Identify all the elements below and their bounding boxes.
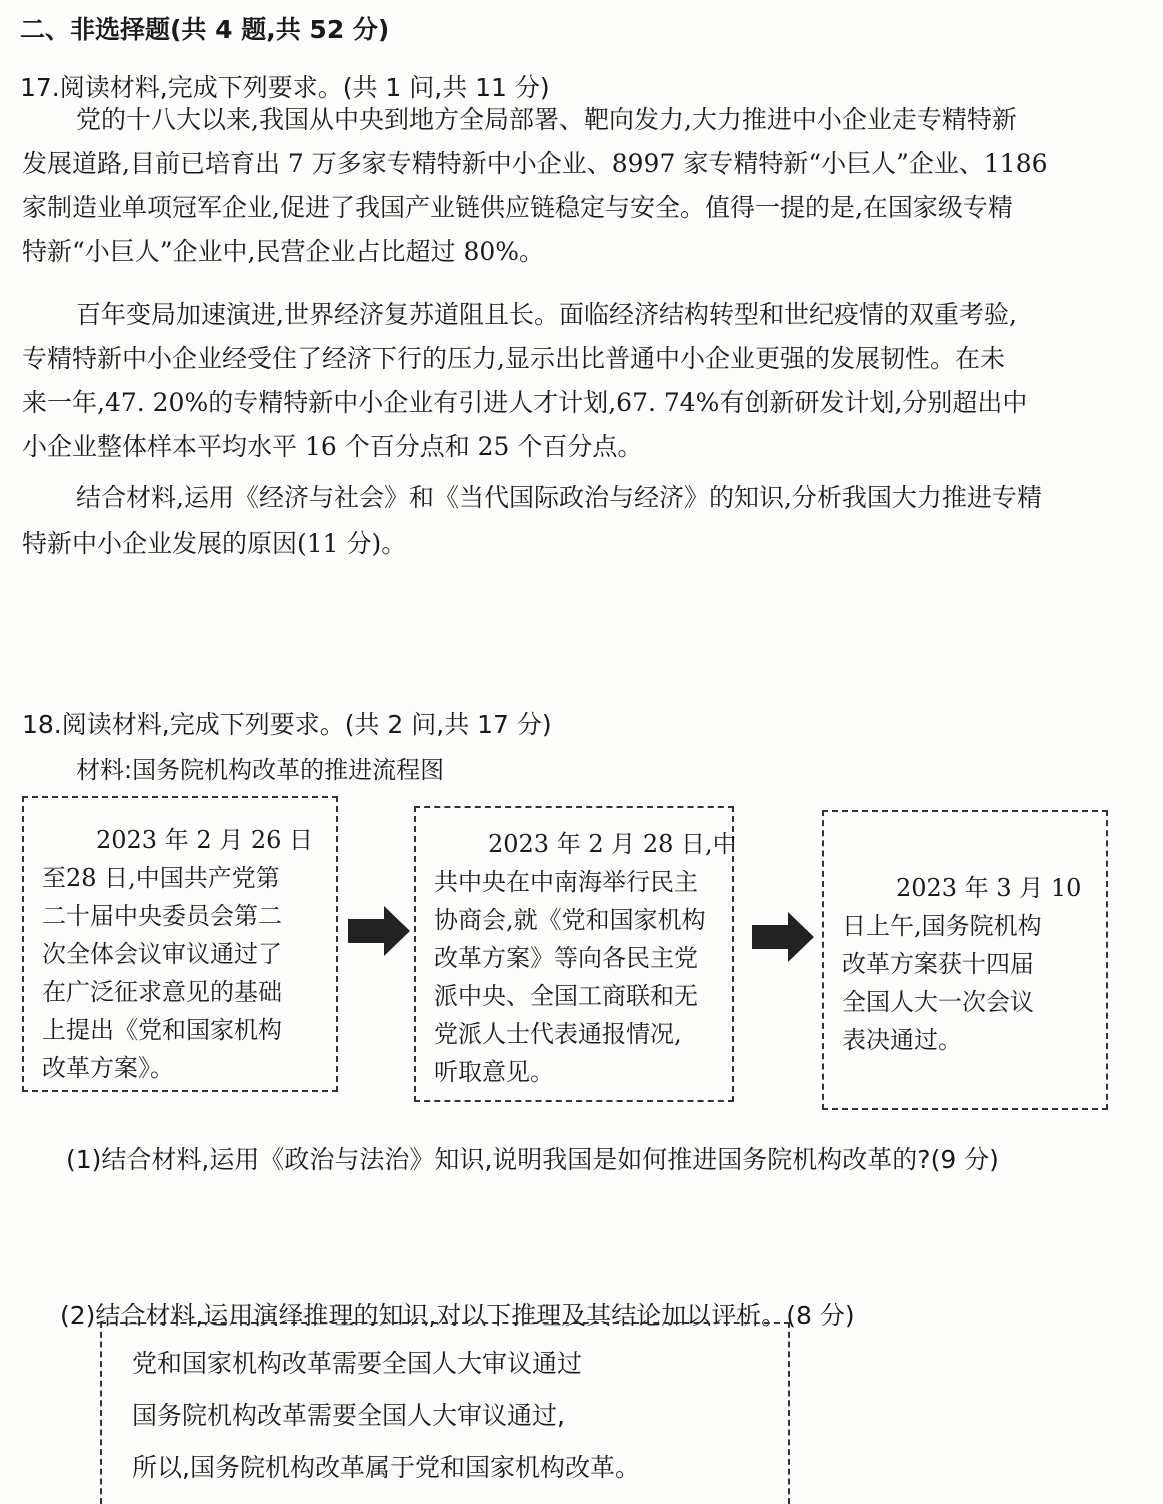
- flow-box-1-line: 改革方案》。: [42, 1054, 174, 1082]
- q17-header: 17.阅读材料,完成下列要求。(共 1 问,共 11 分): [20, 73, 550, 102]
- section-title: 二、非选择题(共 4 题,共 52 分): [20, 15, 390, 44]
- flow-box-2-line: 协商会,就《党和国家机构: [434, 906, 706, 934]
- q17-para2-line: 专精特新中小企业经受住了经济下行的压力,显示出比普通中小企业更强的发展韧性。在未: [22, 344, 1005, 373]
- q17-para3: [22, 478, 1102, 578]
- flow-box-2: [414, 806, 737, 1102]
- flow-box-1-line: 在广泛征求意见的基础: [42, 978, 282, 1006]
- flow-box-1-line: 次全体会议审议通过了: [42, 940, 282, 968]
- q17-para2-line: 小企业整体样本平均水平 16 个百分点和 25 个百分点。: [22, 432, 643, 461]
- reasoning-line: 所以,国务院机构改革属于党和国家机构改革。: [132, 1453, 640, 1482]
- flow-box-1-line: 上提出《党和国家机构: [42, 1016, 282, 1044]
- flow-box-3-line: 全国人大一次会议: [842, 988, 1034, 1016]
- flow-box-3-line: 表决通过。: [842, 1026, 962, 1054]
- reasoning-box: [100, 1322, 790, 1504]
- q17-para1: [22, 100, 1102, 290]
- flow-box-3-line: 2023 年 3 月 10: [896, 874, 1082, 902]
- q17-para1-line: 发展道路,目前已培育出 7 万多家专精特新中小企业、8997 家专精特新“小巨人”企业、1186: [22, 149, 1048, 178]
- flow-box-2-line: 共中央在中南海举行民主: [434, 868, 698, 896]
- flow-arrow-icon: [752, 912, 814, 962]
- q18-sub1: (1)结合材料,运用《政治与法治》知识,说明我国是如何推进国务院机构改革的?(9 分): [66, 1145, 999, 1174]
- flow-box-2-line: 2023 年 2 月 28 日,中: [488, 830, 737, 858]
- q17-task-line: 结合材料,运用《经济与社会》和《当代国际政治与经济》的知识,分析我国大力推进专精: [76, 483, 1042, 512]
- q17-para2-line: 百年变局加速演进,世界经济复苏道阻且长。面临经济结构转型和世纪疫情的双重考验,: [76, 300, 1017, 329]
- flow-box-2-line: 听取意见。: [434, 1058, 554, 1086]
- flow-box-3-line: 改革方案获十四届: [842, 950, 1034, 978]
- reasoning-line: 党和国家机构改革需要全国人大审议通过: [132, 1349, 583, 1378]
- q17-para1-line: 党的十八大以来,我国从中央到地方全局部署、靶向发力,大力推进中小企业走专精特新: [76, 105, 1017, 134]
- q18-sub2: (2)结合材料,运用演绎推理的知识,对以下推理及其结论加以评析。(8 分): [60, 1301, 855, 1330]
- q17-para1-line: 特新“小巨人”企业中,民营企业占比超过 80%。: [22, 237, 545, 266]
- flow-box-1-line: 二十届中央委员会第二: [42, 902, 282, 930]
- reasoning-line: 国务院机构改革需要全国人大审议通过,: [132, 1401, 565, 1430]
- flow-box-2-line: 派中央、全国工商联和无: [434, 982, 698, 1010]
- flow-arrow-icon: [348, 906, 410, 956]
- q17-para2-line: 来一年,47. 20%的专精特新中小企业有引进人才计划,67. 74%有创新研发计划,分别超出中: [22, 388, 1028, 417]
- q17-para1-line: 家制造业单项冠军企业,促进了我国产业链供应链稳定与安全。值得一提的是,在国家级专精: [22, 193, 1013, 222]
- flow-box-1-line: 至28 日,中国共产党第: [42, 864, 280, 892]
- flow-box-1-line: 2023 年 2 月 26 日: [96, 826, 314, 854]
- flow-box-1: [22, 796, 338, 1092]
- flow-box-2-line: 党派人士代表通报情况,: [434, 1020, 682, 1048]
- flow-box-3: [822, 810, 1108, 1110]
- q17-task-line: 特新中小企业发展的原因(11 分)。: [22, 529, 407, 558]
- q18-header: 18.阅读材料,完成下列要求。(共 2 问,共 17 分): [22, 710, 552, 739]
- material-label: 材料:国务院机构改革的推进流程图: [76, 756, 445, 784]
- flow-box-2-line: 改革方案》等向各民主党: [434, 944, 698, 972]
- q17-para2: [22, 295, 1102, 485]
- flow-box-3-line: 日上午,国务院机构: [842, 912, 1042, 940]
